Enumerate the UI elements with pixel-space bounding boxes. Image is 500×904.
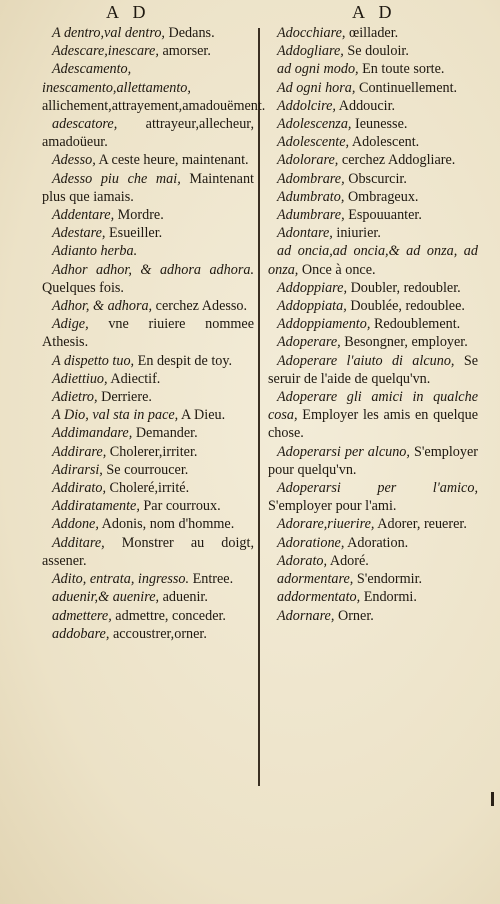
dictionary-entry (38, 570, 254, 588)
dictionary-entry (264, 515, 478, 533)
entry-headword: ad oncia,ad oncia,& ad onza, ad onza, (268, 243, 478, 278)
entry-headword: Adoperarsi per l'amico, (277, 480, 478, 497)
dictionary-entry (38, 24, 254, 42)
entry-headword: Adolescenza, (277, 116, 352, 133)
entry-definition: Adorer, reuerer. (377, 516, 467, 533)
entry-definition: Espouuanter. (348, 207, 422, 224)
dictionary-entry (264, 297, 478, 315)
dictionary-entry (38, 588, 254, 606)
entry-definition: cerchez Adesso. (155, 298, 248, 315)
dictionary-entry (264, 60, 478, 78)
entry-headword: Addoppiare, (277, 279, 348, 296)
entry-definition: Demander. (135, 425, 198, 442)
dictionary-entry (264, 42, 478, 60)
entry-definition: Besongner, employer. (344, 334, 468, 351)
entry-headword: Adesso piu che mai, (52, 170, 181, 187)
dictionary-entry (38, 352, 254, 370)
entry-definition: admettre, conceder. (115, 607, 226, 624)
dictionary-entry (264, 151, 478, 169)
dictionary-entry (38, 224, 254, 242)
entry-definition: Orner. (337, 607, 374, 624)
running-header-right: A D (352, 2, 397, 22)
entry-definition: amorser. (162, 43, 211, 60)
dictionary-entry (38, 406, 254, 424)
entry-headword: Adesso, (52, 152, 96, 169)
entry-definition: aduenir. (162, 589, 208, 606)
dictionary-entry (264, 97, 478, 115)
entry-headword: Addirare, (52, 443, 107, 460)
dictionary-entry (264, 388, 478, 443)
entry-definition: Par courroux. (143, 498, 221, 515)
entry-definition: Adoration. (347, 534, 409, 551)
entry-definition: Quelques fois. (42, 279, 124, 296)
dictionary-entry (264, 188, 478, 206)
entry-headword: Adoperare l'aiuto di alcuno, (277, 352, 455, 369)
entry-definition: attrayeur,allecheur, amadoüeur. (42, 116, 254, 151)
dictionary-entry (38, 115, 254, 151)
dictionary-entry (264, 79, 478, 97)
entry-definition: S'employer pour quelqu'vn. (268, 443, 478, 478)
entry-definition: Derriere. (101, 389, 152, 406)
dictionary-entry (38, 42, 254, 60)
entry-definition: Employer les amis en quelque chose. (268, 407, 479, 442)
entry-headword: Addimandare, (52, 425, 133, 442)
entry-definition: Doublée, redoublee. (350, 298, 465, 315)
entry-headword: Adornare, (277, 607, 335, 624)
entry-headword: ad ogni modo, (277, 61, 359, 78)
entry-headword: Adescamento, inescamento,allettamento, (42, 61, 191, 96)
entry-headword: Adumbrare, (277, 207, 345, 224)
entry-definition: Addoucir. (338, 97, 396, 114)
entry-headword: Ad ogni hora, (277, 79, 356, 96)
entry-definition: accoustrer,orner. (112, 625, 207, 642)
entry-definition: Dedans. (168, 25, 215, 41)
entry-headword: Adumbrato, (277, 188, 345, 205)
dictionary-entry (38, 370, 254, 388)
entry-headword: Adombrare, (277, 170, 345, 187)
column-divider (258, 28, 260, 786)
entry-headword: addormentato, (277, 589, 361, 606)
dictionary-entry (38, 424, 254, 442)
dictionary-entry (38, 461, 254, 479)
dictionary-entry (264, 479, 478, 515)
dictionary-entry (38, 151, 254, 169)
entry-definition: Ombrageux. (347, 188, 419, 205)
entry-headword: Addoppiata, (277, 298, 347, 315)
entry-definition: allichement,attrayement,amadouëment. (42, 97, 266, 114)
right-column (264, 24, 478, 625)
dictionary-entry (264, 443, 478, 479)
dictionary-entry (264, 352, 478, 388)
dictionary-entry (38, 388, 254, 406)
entry-definition: Se courroucer. (106, 461, 189, 478)
entry-headword: Adhor, & adhora, (52, 298, 153, 315)
dictionary-entry (264, 24, 478, 42)
entry-headword: Adontare, (277, 225, 333, 242)
entry-headword: Adirarsi, (52, 461, 103, 478)
entry-definition: Redoublement. (373, 316, 461, 333)
entry-definition: Entree. (192, 571, 234, 588)
entry-definition: Se douloir. (347, 43, 409, 60)
entry-headword: Adestare, (52, 225, 106, 242)
entry-headword: Adorare,riuerire, (277, 516, 375, 533)
entry-definition: Adolescent. (351, 134, 420, 151)
entry-headword: Adiettiuo, (52, 370, 108, 387)
entry-definition: Obscurcir. (348, 170, 407, 187)
entry-headword: Adige, (52, 316, 89, 333)
entry-headword: adormentare, (277, 571, 354, 588)
entry-definition: Monstrer au doigt, assener. (42, 534, 254, 569)
entry-headword: addobare, (52, 625, 110, 642)
entry-definition: Ieunesse. (355, 116, 408, 133)
entry-headword: Addone, (52, 516, 99, 533)
dictionary-entry (264, 315, 478, 333)
entry-definition: Esueiller. (109, 225, 163, 242)
entry-definition: Continuellement. (358, 79, 458, 96)
entry-definition: Choleré,irrité. (109, 480, 190, 497)
entry-headword: Addogliare, (277, 43, 344, 60)
dictionary-entry (264, 133, 478, 151)
dictionary-entry (38, 315, 254, 351)
dictionary-entry (38, 170, 254, 206)
entry-headword: Addentare, (52, 207, 115, 224)
entry-headword: A Dio, val sta in pace, (52, 407, 179, 424)
dictionary-entry (264, 279, 478, 297)
entry-headword: A dispetto tuo, (52, 352, 135, 369)
entry-definition: Mordre. (117, 207, 164, 224)
entry-definition: œillader. (348, 25, 399, 41)
entry-headword: Adolorare, (277, 152, 339, 169)
entry-definition: En despit de toy. (137, 352, 233, 369)
dictionary-entry (38, 607, 254, 625)
dictionary-entry (38, 206, 254, 224)
dictionary-entry (264, 534, 478, 552)
entry-definition: S'endormir. (356, 571, 423, 588)
dictionary-entry (264, 570, 478, 588)
entry-definition: iniurier. (336, 225, 381, 242)
entry-definition: En toute sorte. (362, 61, 445, 78)
entry-headword: admettere, (52, 607, 112, 624)
dictionary-entry (264, 115, 478, 133)
dictionary-entry (264, 206, 478, 224)
entry-definition: Endormi. (363, 589, 417, 606)
entry-headword: Addolcire, (277, 97, 336, 114)
dictionary-entry (38, 479, 254, 497)
entry-headword: Adorato, (277, 552, 328, 569)
entry-definition: A Dieu. (181, 407, 226, 424)
entry-headword: A dentro,val dentro, (52, 25, 165, 41)
dictionary-entry (38, 261, 254, 297)
dictionary-entry (38, 443, 254, 461)
entry-headword: Addoppiamento, (277, 316, 371, 333)
dictionary-entry (38, 60, 266, 115)
dictionary-entry (38, 534, 254, 570)
entry-headword: Adoperare, (277, 334, 341, 351)
entry-definition: cerchez Addogliare. (341, 152, 456, 169)
entry-definition: Once à once. (301, 261, 376, 278)
entry-headword: Adhor adhor, & adhora adhora. (52, 261, 254, 278)
entry-definition: Maintenant plus que iamais. (42, 170, 255, 205)
dictionary-entry (38, 515, 254, 533)
entry-headword: adescatore, (52, 116, 118, 133)
entry-definition: Se seruir de l'aide de quelqu'vn. (268, 352, 478, 387)
dictionary-entry (38, 297, 254, 315)
page-edge-mark (491, 792, 494, 806)
entry-definition: Adiectif. (110, 370, 161, 387)
dictionary-entry (264, 333, 478, 351)
entry-definition: Doubler, redoubler. (350, 279, 461, 296)
entry-definition: Cholerer,irriter. (109, 443, 198, 460)
running-header-left: A D (106, 2, 151, 22)
dictionary-entry (38, 497, 254, 515)
dictionary-entry (264, 588, 478, 606)
entry-definition: A ceste heure, maintenant. (98, 152, 249, 169)
entry-headword: Adoperarsi per alcuno, (277, 443, 410, 460)
entry-definition: Adoré. (329, 552, 369, 569)
dictionary-entry (38, 625, 254, 643)
dictionary-entry (264, 242, 478, 278)
entry-headword: Adianto herba. (52, 243, 138, 260)
entry-headword: Additare, (52, 534, 105, 551)
entry-definition: vne riuiere nommee Athesis. (42, 316, 255, 351)
dictionary-entry (264, 552, 478, 570)
entry-headword: Adescare,inescare, (52, 43, 159, 60)
entry-headword: Adito, entrata, ingresso. (52, 571, 190, 588)
entry-headword: Adoratione, (277, 534, 345, 551)
entry-headword: Addiratamente, (52, 498, 140, 515)
entry-headword: aduenir,& auenire, (52, 589, 160, 606)
dictionary-entry (264, 607, 478, 625)
dictionary-entry (264, 224, 478, 242)
entry-definition: Adonis, nom d'homme. (101, 516, 235, 533)
entry-headword: Addirato, (52, 480, 106, 497)
entry-headword: Adolescente, (277, 134, 350, 151)
dictionary-entry (38, 242, 254, 260)
entry-headword: Adietro, (52, 389, 98, 406)
left-column (38, 24, 266, 643)
entry-definition: S'employer pour l'ami. (268, 498, 397, 515)
dictionary-entry (264, 170, 478, 188)
entry-headword: Adocchiare, (277, 25, 346, 41)
entry-headword: Adoperare gli amici in qualche cosa, (268, 389, 478, 424)
